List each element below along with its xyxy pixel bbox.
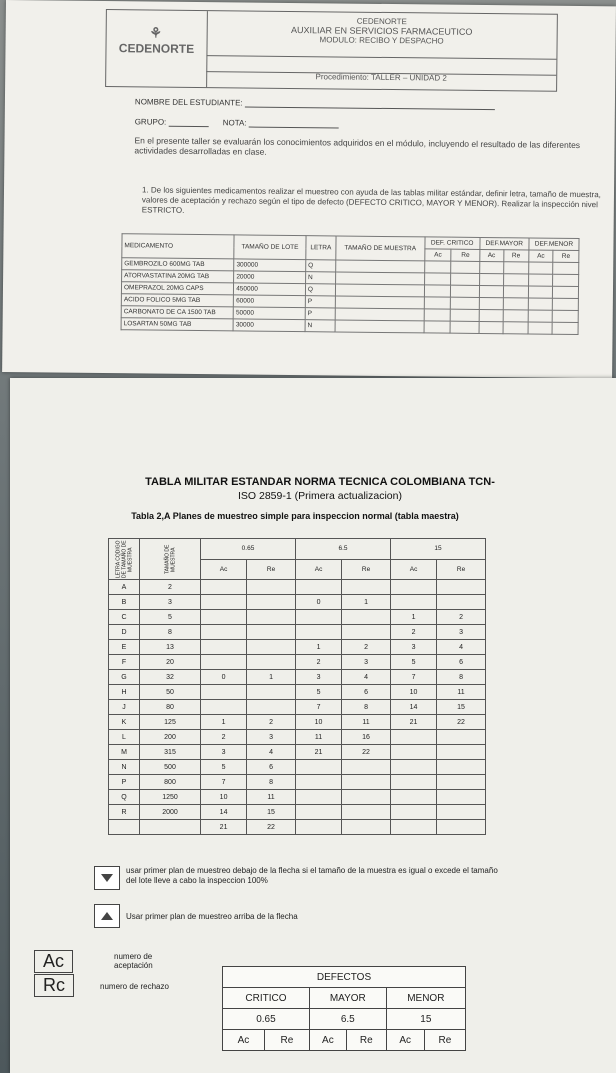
re-value: 11 <box>342 715 391 730</box>
student-name-line <box>245 107 495 111</box>
lot-size: 30000 <box>233 319 305 332</box>
medication-name: OMEPRAZOL 20MG CAPS <box>121 282 233 295</box>
program-name: AUXILIAR EN SERVICIOS FARMACEUTICO <box>290 24 473 37</box>
sampling-row <box>109 625 486 640</box>
re-value: 2 <box>342 640 391 655</box>
re-value: 22 <box>437 715 486 730</box>
value-minor: 15 <box>386 1009 465 1030</box>
code-letter: N <box>305 272 335 284</box>
re-value: 8 <box>247 775 296 790</box>
sampling-row <box>109 685 486 700</box>
blank-answer-cell[interactable] <box>528 322 552 334</box>
col-major: DEF.MAYOR <box>480 237 529 250</box>
ac-value: 10 <box>295 715 341 730</box>
code-letter: M <box>109 745 140 760</box>
re-value <box>342 805 391 820</box>
blank-answer-cell[interactable] <box>552 310 578 322</box>
defects-re: Re <box>424 1030 465 1051</box>
blank-answer-cell[interactable] <box>450 321 478 333</box>
worksheet-page <box>2 0 616 378</box>
blank-answer-cell[interactable] <box>552 298 578 310</box>
code-letter: P <box>305 296 335 308</box>
re-value <box>437 805 486 820</box>
defects-ac: Ac <box>223 1030 265 1051</box>
col-lot-size: TAMAÑO DE LOTE <box>234 235 306 260</box>
re-value <box>247 640 296 655</box>
code-letter: Q <box>306 260 336 272</box>
blank-answer-cell[interactable] <box>335 308 424 321</box>
ac-value: 1 <box>201 715 247 730</box>
ac-value: 21 <box>390 715 436 730</box>
sampling-row <box>109 655 486 670</box>
code-letter: J <box>109 700 140 715</box>
institution-logo: ⚘ CEDENORTE <box>106 10 208 87</box>
ac-value <box>295 580 341 595</box>
grade-label: NOTA: <box>222 118 247 128</box>
ac-value <box>201 610 247 625</box>
re-value: 16 <box>342 730 391 745</box>
ac-value: 5 <box>295 685 341 700</box>
col-letter: LETRA <box>306 236 336 260</box>
page2-subtitle: Tabla 2,A Planes de muestreo simple para inspeccion normal (tabla maestra) <box>131 511 459 521</box>
re-value <box>437 745 486 760</box>
medication-name: LOSARTAN 50MG TAB <box>121 318 233 331</box>
re-value <box>437 760 486 775</box>
re-value <box>247 700 296 715</box>
blank-answer-cell[interactable] <box>503 298 528 310</box>
ac-value <box>201 595 247 610</box>
intro-text: En el presente taller se evaluarán los conocimientos adquiridos en el módulo, incluyendo el resultado de las diferentes actividades desarrolladas en clase. <box>134 135 581 157</box>
ac-value <box>201 580 247 595</box>
group-field <box>135 117 339 128</box>
lot-size: 60000 <box>234 295 306 308</box>
medication-name: ATORVASTATINA 20MG TAB <box>122 270 234 283</box>
re-value: 1 <box>342 595 391 610</box>
ac-value <box>390 580 436 595</box>
lot-size: 450000 <box>234 283 306 296</box>
grade-line <box>249 127 339 129</box>
ac-value: 10 <box>201 790 247 805</box>
sample-size: 2 <box>140 580 201 595</box>
code-letter: K <box>109 715 140 730</box>
ac-value <box>201 625 247 640</box>
re-value: 4 <box>342 670 391 685</box>
blank-answer-cell[interactable] <box>528 310 552 322</box>
re-value: 22 <box>247 820 296 835</box>
blank-answer-cell[interactable] <box>479 285 503 297</box>
code-letter: H <box>109 685 140 700</box>
re-value <box>437 730 486 745</box>
medication-name: CARBONATO DE CA 1500 TAB <box>121 306 233 319</box>
defects-ac: Ac <box>386 1030 424 1051</box>
defect-minor: MENOR <box>386 988 465 1009</box>
lot-size: 50000 <box>233 307 305 320</box>
blank-answer-cell[interactable] <box>479 297 503 309</box>
re-value: 11 <box>247 790 296 805</box>
blank-answer-cell[interactable] <box>479 273 503 285</box>
re-value: 6 <box>437 655 486 670</box>
re-value <box>437 580 486 595</box>
lot-size: 300000 <box>234 259 306 272</box>
ac-value <box>390 730 436 745</box>
code-letter: N <box>109 760 140 775</box>
col-code-letter: LETRA CODIGO DE TAMAÑO DE MUESTRA <box>109 539 140 580</box>
sample-size: 315 <box>140 745 201 760</box>
sample-size: 800 <box>140 775 201 790</box>
col-re: Re <box>247 559 296 580</box>
sample-size: 2000 <box>140 805 201 820</box>
sampling-row <box>109 670 486 685</box>
col-ac: Ac <box>529 250 553 262</box>
ac-value: 1 <box>390 610 436 625</box>
ac-value: 7 <box>295 700 341 715</box>
re-value <box>247 685 296 700</box>
ac-value: 3 <box>390 640 436 655</box>
sample-size: 50 <box>140 685 201 700</box>
re-value: 6 <box>247 760 296 775</box>
medications-table <box>121 233 580 335</box>
code-letter: G <box>109 670 140 685</box>
sample-size: 500 <box>140 760 201 775</box>
blank-answer-cell[interactable] <box>424 285 451 297</box>
ac-value <box>390 595 436 610</box>
sampling-row <box>109 700 486 715</box>
aql-critical: 0.65 <box>201 539 296 560</box>
code-letter: A <box>109 580 140 595</box>
re-value <box>437 790 486 805</box>
up-arrow-legend-box <box>94 904 120 928</box>
ac-value: 7 <box>201 775 247 790</box>
blank-answer-cell[interactable] <box>451 273 479 285</box>
blank-answer-cell[interactable] <box>503 322 528 334</box>
defect-critical: CRITICO <box>223 988 310 1009</box>
blank-answer-cell[interactable] <box>503 310 528 322</box>
medication-name: GEMBROZILO 600MG TAB <box>122 258 234 271</box>
aql-major: 6.5 <box>295 539 390 560</box>
sample-size: 5 <box>140 610 201 625</box>
re-value <box>247 595 296 610</box>
blank-answer-cell[interactable] <box>529 262 553 274</box>
blank-answer-cell[interactable] <box>479 309 503 321</box>
legend-up-text: Usar primer plan de muestreo arriba de la flecha <box>126 912 298 921</box>
ac-value <box>390 790 436 805</box>
defects-ac: Ac <box>309 1030 346 1051</box>
col-critical: DEF. CRITICO <box>425 237 480 250</box>
re-value: 8 <box>437 670 486 685</box>
blank-answer-cell[interactable] <box>503 286 528 298</box>
ac-value: 7 <box>390 670 436 685</box>
blank-answer-cell[interactable] <box>424 309 451 321</box>
re-value: 2 <box>247 715 296 730</box>
ac-value: 11 <box>295 730 341 745</box>
group-line <box>168 126 208 127</box>
re-value <box>342 775 391 790</box>
col-re: Re <box>437 559 486 580</box>
re-value <box>342 610 391 625</box>
col-sample-size: TAMAÑO DE MUESTRA <box>140 539 201 580</box>
sampling-row <box>109 760 486 775</box>
col-sample-size: TAMAÑO DE MUESTRA <box>336 236 425 261</box>
ac-value <box>295 760 341 775</box>
ac-value <box>295 790 341 805</box>
col-ac: Ac <box>480 249 504 261</box>
col-minor: DEF.MENOR <box>529 238 579 251</box>
defects-re: Re <box>264 1030 309 1051</box>
sampling-row <box>109 820 486 835</box>
sampling-row <box>109 730 486 745</box>
defect-major: MAYOR <box>309 988 386 1009</box>
col-ac: Ac <box>295 559 341 580</box>
master-sampling-table <box>108 538 486 835</box>
code-letter: E <box>109 640 140 655</box>
re-value: 3 <box>247 730 296 745</box>
sample-size: 3 <box>140 595 201 610</box>
blank-answer-cell[interactable] <box>451 261 479 273</box>
code-letter: R <box>109 805 140 820</box>
blank-answer-cell[interactable] <box>553 262 579 274</box>
page2-title: TABLA MILITAR ESTANDAR NORMA TECNICA COLOMBIANA TCN- <box>145 476 495 488</box>
re-value <box>437 595 486 610</box>
re-value <box>247 610 296 625</box>
defects-re: Re <box>346 1030 386 1051</box>
ac-value: 10 <box>390 685 436 700</box>
sample-size: 1250 <box>140 790 201 805</box>
col-medication: MEDICAMENTO <box>122 234 234 259</box>
ac-value: 1 <box>295 640 341 655</box>
blank-answer-cell[interactable] <box>503 262 528 274</box>
code-letter: F <box>109 655 140 670</box>
re-value <box>247 625 296 640</box>
blank-answer-cell[interactable] <box>336 260 425 273</box>
ac-symbol: Ac <box>34 950 73 973</box>
value-major: 6.5 <box>309 1009 386 1030</box>
blank-answer-cell[interactable] <box>553 274 579 286</box>
arrow-up-icon <box>101 912 113 920</box>
sample-size: 80 <box>140 700 201 715</box>
ac-value: 3 <box>295 670 341 685</box>
col-re: Re <box>451 249 479 261</box>
ac-value: 14 <box>390 700 436 715</box>
blank-answer-cell[interactable] <box>335 296 424 309</box>
ac-value: 2 <box>390 625 436 640</box>
lot-size: 20000 <box>234 271 306 284</box>
ac-value: 14 <box>201 805 247 820</box>
code-letter: P <box>109 775 140 790</box>
blank-answer-cell[interactable] <box>424 273 451 285</box>
header-title-cell <box>206 11 556 60</box>
value-critical: 0.65 <box>223 1009 310 1030</box>
col-ac: Ac <box>201 559 247 580</box>
sample-size <box>140 820 201 835</box>
medication-name: ACIDO FOLICO 5MG TAB <box>121 294 233 307</box>
blank-answer-cell[interactable] <box>451 297 479 309</box>
sample-size: 13 <box>140 640 201 655</box>
code-letter: P <box>305 308 335 320</box>
group-label: GRUPO: <box>134 117 167 127</box>
col-ac: Ac <box>424 249 451 261</box>
code-letter: B <box>109 595 140 610</box>
ac-value: 21 <box>295 745 341 760</box>
blank-answer-cell[interactable] <box>424 297 451 309</box>
col-re: Re <box>342 559 391 580</box>
blank-answer-cell[interactable] <box>335 320 424 333</box>
sample-size: 32 <box>140 670 201 685</box>
student-name-field <box>135 97 495 110</box>
question-text: 1. De los siguientes medicamentos realizar el muestreo con ayuda de las tablas militar estándar, definir letra, tamaño de muestra, valores de aceptación y rechazo según el tipo de defecto (DEFECTO CRITICO, MAYOR Y MENOR). Realizar la inspección nivel ESTRICTO. <box>141 185 601 215</box>
ac-value <box>201 655 247 670</box>
sampling-row <box>109 640 486 655</box>
ac-value: 5 <box>390 655 436 670</box>
blank-answer-cell[interactable] <box>424 321 451 333</box>
ac-value: 5 <box>201 760 247 775</box>
ac-value <box>295 625 341 640</box>
ac-value <box>390 745 436 760</box>
re-value <box>342 760 391 775</box>
blank-answer-cell[interactable] <box>424 261 451 273</box>
sampling-row <box>109 715 486 730</box>
page2-title-line2: ISO 2859-1 (Primera actualizacion) <box>238 490 402 502</box>
ac-value: 21 <box>201 820 247 835</box>
down-arrow-legend-box <box>94 866 120 890</box>
sample-size: 200 <box>140 730 201 745</box>
re-value: 15 <box>437 700 486 715</box>
ac-value <box>201 640 247 655</box>
code-letter <box>109 820 140 835</box>
rc-symbol: Rc <box>34 974 74 997</box>
code-letter: Q <box>109 790 140 805</box>
re-value: 4 <box>247 745 296 760</box>
blank-answer-cell[interactable] <box>528 286 552 298</box>
defects-table <box>222 966 466 1051</box>
re-value: 22 <box>342 745 391 760</box>
code-letter: Q <box>305 284 335 296</box>
ac-value <box>390 760 436 775</box>
legend-down-text: usar primer plan de muestreo debajo de la flecha si el tamaño de la muestra es igual o excede el tamaño del lote lleve a cabo la inspeccion 100% <box>126 866 498 885</box>
blank-answer-cell[interactable] <box>451 309 479 321</box>
col-ac: Ac <box>390 559 436 580</box>
re-value: 3 <box>342 655 391 670</box>
re-value <box>342 790 391 805</box>
logo-icon: ⚘ <box>149 24 165 41</box>
blank-answer-cell[interactable] <box>335 284 424 297</box>
code-letter: D <box>109 625 140 640</box>
re-value: 15 <box>247 805 296 820</box>
ac-value: 2 <box>201 730 247 745</box>
ac-value <box>295 805 341 820</box>
ac-value <box>390 820 436 835</box>
module-name: MODULO: RECIBO Y DESPACHO <box>319 35 444 46</box>
code-letter: N <box>305 320 335 332</box>
sampling-row <box>109 805 486 820</box>
re-value <box>437 775 486 790</box>
ac-value <box>390 805 436 820</box>
ac-value: 0 <box>295 595 341 610</box>
re-value: 8 <box>342 700 391 715</box>
ac-value <box>295 610 341 625</box>
col-re: Re <box>553 250 579 262</box>
blank-answer-cell[interactable] <box>335 272 424 285</box>
ac-description: numero de aceptación <box>114 952 153 970</box>
re-value: 11 <box>437 685 486 700</box>
re-value <box>247 655 296 670</box>
re-value: 3 <box>437 625 486 640</box>
student-name-label: NOMBRE DEL ESTUDIANTE: <box>134 97 243 108</box>
sampling-row <box>109 790 486 805</box>
sampling-row <box>109 745 486 760</box>
blank-answer-cell[interactable] <box>503 274 528 286</box>
sampling-table-page <box>10 378 616 1073</box>
sampling-row <box>109 610 486 625</box>
blank-answer-cell[interactable] <box>552 322 578 334</box>
re-value <box>437 820 486 835</box>
re-value: 4 <box>437 640 486 655</box>
rc-description: numero de rechazo <box>100 982 169 991</box>
re-value <box>342 820 391 835</box>
sample-size: 8 <box>140 625 201 640</box>
blank-answer-cell[interactable] <box>528 298 552 310</box>
procedure-name: Procedimiento: TALLER – UNIDAD 2 <box>315 72 447 83</box>
ac-value <box>201 685 247 700</box>
document-header <box>105 9 558 92</box>
header-procedure-cell <box>206 71 556 91</box>
ac-value <box>295 820 341 835</box>
blank-answer-cell[interactable] <box>451 285 479 297</box>
code-letter: L <box>109 730 140 745</box>
defects-title: DEFECTOS <box>223 967 466 988</box>
sampling-row <box>109 775 486 790</box>
re-value: 2 <box>437 610 486 625</box>
re-value: 6 <box>342 685 391 700</box>
institution-name: CEDENORTE <box>356 16 407 27</box>
sampling-row <box>109 595 486 610</box>
ac-value <box>390 775 436 790</box>
ac-value: 3 <box>201 745 247 760</box>
blank-answer-cell[interactable] <box>553 286 579 298</box>
col-re: Re <box>503 250 528 262</box>
blank-answer-cell[interactable] <box>479 321 503 333</box>
ac-value <box>295 775 341 790</box>
ac-value <box>201 700 247 715</box>
sampling-row <box>109 580 486 595</box>
re-value <box>247 580 296 595</box>
sample-size: 20 <box>140 655 201 670</box>
arrow-down-icon <box>101 874 113 882</box>
aql-minor: 15 <box>390 539 485 560</box>
ac-value: 2 <box>295 655 341 670</box>
code-letter: C <box>109 610 140 625</box>
re-value: 1 <box>247 670 296 685</box>
blank-answer-cell[interactable] <box>479 261 503 273</box>
ac-value: 0 <box>201 670 247 685</box>
re-value <box>342 580 391 595</box>
re-value <box>342 625 391 640</box>
blank-answer-cell[interactable] <box>528 274 552 286</box>
sample-size: 125 <box>140 715 201 730</box>
